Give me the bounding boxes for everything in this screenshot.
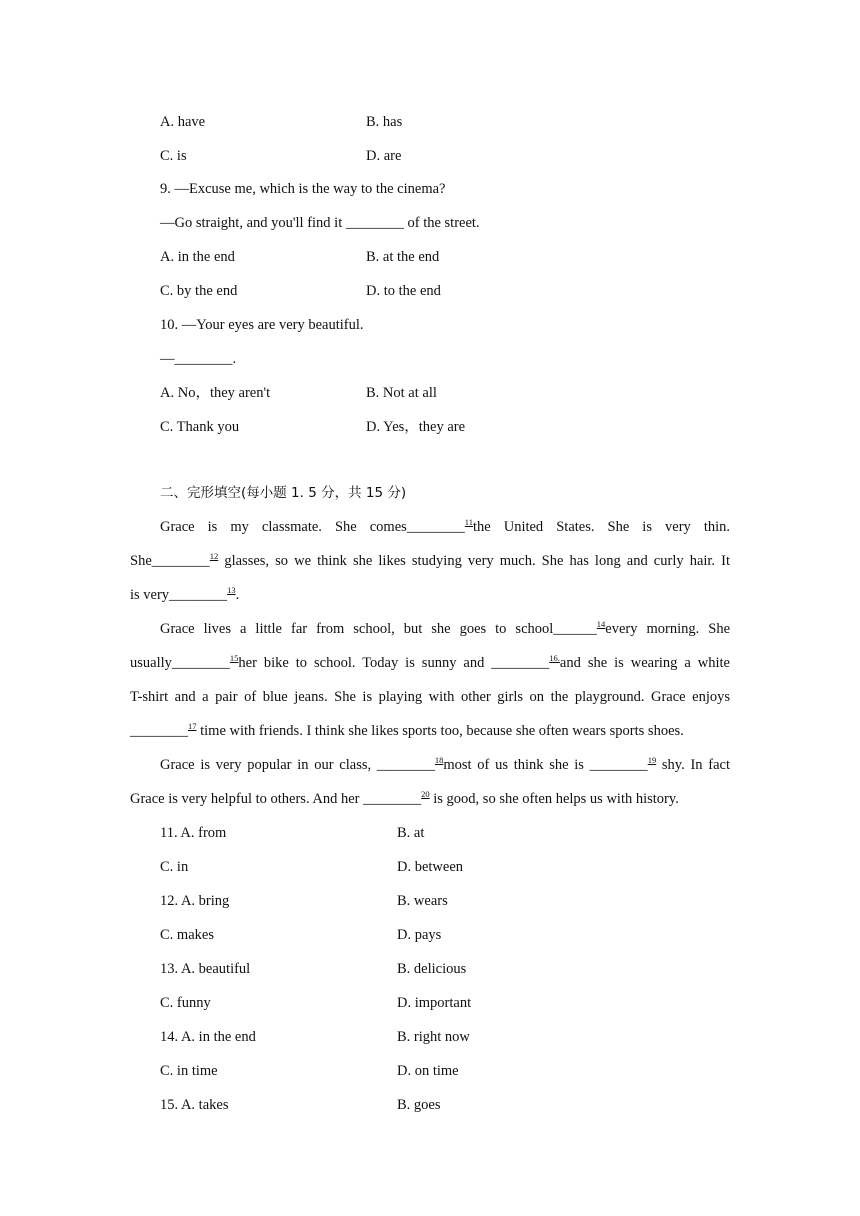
q12-option-b: B. wears: [397, 893, 448, 909]
q12-option-d: D. pays: [397, 927, 442, 943]
q10-option-c: C. Thank you: [160, 419, 240, 435]
q10-question: 10. —Your eyes are very beautiful.: [160, 317, 364, 333]
q14-option-c: C. in time: [160, 1063, 218, 1079]
q9-option-b: B. at the end: [366, 249, 440, 265]
q9-option-a: A. in the end: [160, 249, 235, 265]
q8-option-d: D. are: [366, 148, 402, 164]
q12-option-c: C. makes: [160, 927, 214, 943]
blank-number: 14: [596, 619, 606, 629]
q13-option-a: 13. A. beautiful: [160, 961, 251, 977]
q8-option-b: B. has: [366, 114, 403, 130]
passage-p1-line3: is very________$^{13}$.: [130, 585, 240, 603]
q12-option-a: 12. A. bring: [160, 893, 230, 909]
q13-option-b: B. delicious: [397, 961, 467, 977]
q10-option-d: D. Yes，they are: [366, 419, 466, 435]
blank-number: 15: [229, 653, 239, 663]
q10-option-a: A. No，they aren't: [160, 385, 271, 401]
passage-p2-line3: T-shirt and a pair of blue jeans. She is playing with other girls on the playground. Grace enjoys: [130, 689, 730, 705]
q13-option-d: D. important: [397, 995, 472, 1011]
q9-option-c: C. by the end: [160, 283, 238, 299]
q9-option-d: D. to the end: [366, 283, 441, 299]
blank-number: 13: [227, 585, 236, 595]
q11-option-b: B. at: [397, 825, 425, 841]
q14-option-d: D. on time: [397, 1063, 459, 1079]
passage-p3-line2: Grace is very helpful to others. And her ________$^{20}$ is good, so she often helps us with history.: [130, 789, 679, 807]
q10-option-b: B. Not at all: [366, 385, 437, 401]
q15-option-b: B. goes: [397, 1097, 441, 1113]
blank-number: 19: [647, 755, 657, 765]
q8-option-a: A. have: [160, 114, 206, 130]
q10-answer-line: —________.: [160, 351, 237, 367]
q9-question: 9. —Excuse me, which is the way to the cinema?: [160, 181, 446, 197]
section-title: 二、完形填空(每小题 1. 5 分，共 15 分): [160, 485, 407, 501]
passage-p2-line4: ________$^{17}$ time with friends. I think she likes sports too, because she often wears sports shoes.: [130, 721, 684, 739]
blank-number: 11: [464, 517, 473, 527]
q15-option-a: 15. A. takes: [160, 1097, 229, 1113]
passage-p3-line1: Grace is very popular in our class, ________$^{18}$most of us think she is ________$^{19}$ shy. In fact: [160, 755, 730, 773]
q11-option-c: C. in: [160, 859, 189, 875]
q13-option-c: C. funny: [160, 995, 211, 1011]
passage-p2-line2: usually________$^{15}$her bike to school. Today is sunny and ________$^{16.}$and she is wearing a white: [130, 653, 730, 671]
q11-option-d: D. between: [397, 859, 464, 875]
q9-answer-line: —Go straight, and you'll find it ________ of the street.: [160, 215, 480, 231]
blank-number: 17: [188, 721, 197, 731]
q14-option-a: 14. A. in the end: [160, 1029, 256, 1045]
blank-number: 12: [209, 551, 219, 561]
passage-p2-line1: Grace lives a little far from school, but she goes to school______$^{14}$every morning. She: [160, 619, 730, 637]
q14-option-b: B. right now: [397, 1029, 470, 1045]
q11-option-a: 11. A. from: [160, 825, 227, 841]
blank-number: 16.: [549, 653, 560, 663]
passage-p1-line1: Grace is my classmate. She comes________$^{11}$the United States. She is very thin.: [160, 517, 730, 535]
q8-option-c: C. is: [160, 148, 187, 164]
blank-number: 18: [434, 755, 444, 765]
blank-number: 20: [421, 789, 430, 799]
passage-p1-line2: She________$^{12}$ glasses, so we think she likes studying very much. She has long and curly hair. It: [130, 551, 730, 569]
